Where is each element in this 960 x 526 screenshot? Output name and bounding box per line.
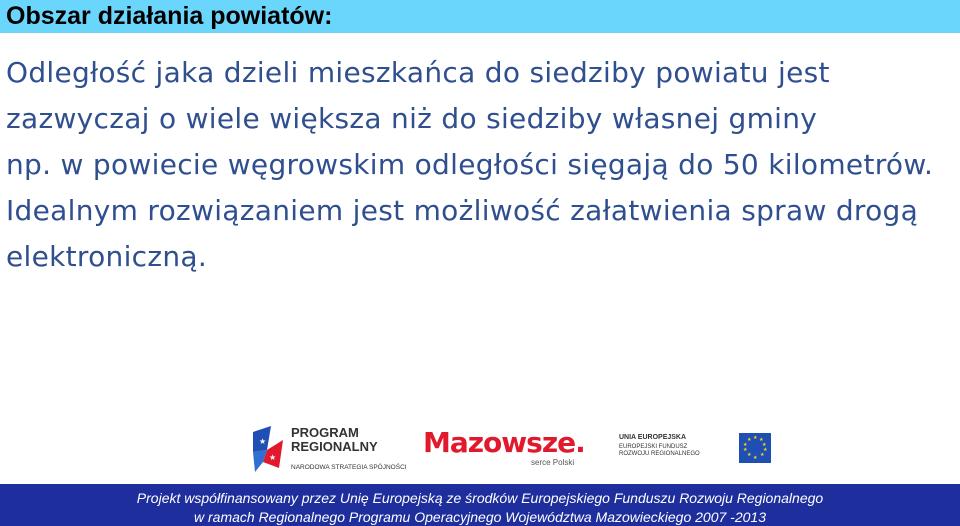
body-line: np. w powiecie węgrowskim odległości sięgają do 50 kilometrów. (6, 148, 934, 181)
body-line: Odległość jaka dzieli mieszkańca do siedziby powiatu jest (6, 56, 830, 89)
svg-text:★: ★ (747, 452, 752, 458)
svg-text:★: ★ (762, 442, 767, 448)
eu-flag-icon (739, 433, 771, 463)
program-line1: PROGRAM (291, 425, 359, 440)
slide-title: Obszar działania powiatów: (6, 2, 333, 30)
program-regionalny-icon (249, 422, 287, 476)
mazowsze-wordmark: Mazowsze. (423, 426, 585, 459)
svg-text:★: ★ (269, 453, 277, 462)
eu-line1: UNIA EUROPEJSKA (619, 434, 687, 441)
svg-text:★: ★ (763, 447, 768, 453)
eu-line2: EUROPEJSKI FUNDUSZ (619, 444, 688, 450)
svg-text:★: ★ (760, 452, 765, 458)
svg-text:★: ★ (753, 455, 758, 461)
body-line: elektroniczną. (6, 240, 208, 273)
footer-line2: w ramach Regionalnego Programu Operacyjnego Województwa Mazowieckiego 2007 -2013 (194, 509, 766, 525)
svg-text:★: ★ (753, 435, 758, 441)
footer-line1: Projekt współfinansowany przez Unię Europejską ze środków Europejskiego Funduszu Rozwoju Regionalnego (136, 490, 824, 506)
eu-line3: ROZWOJU REGIONALNEGO (619, 451, 700, 457)
mazowsze-logo (423, 426, 583, 472)
program-regionalny-logo (249, 422, 409, 476)
slide-header (0, 0, 960, 33)
slide-body (6, 50, 954, 280)
svg-text:★: ★ (747, 437, 752, 443)
body-line: Idealnym rozwiązaniem jest możliwość załatwienia spraw drogą (6, 194, 919, 227)
svg-text:★: ★ (759, 437, 764, 443)
svg-text:★: ★ (743, 447, 748, 453)
slide-footer (0, 484, 960, 526)
program-line3: NARODOWA STRATEGIA SPÓJNOŚCI (291, 464, 407, 471)
logo-strip (227, 416, 772, 478)
body-line: zazwyczaj o wiele większa niż do siedziby własnej gminy (6, 102, 818, 135)
mazowsze-tagline: serce Polski (531, 458, 575, 467)
program-line2: REGIONALNY (291, 439, 378, 454)
eu-logo (605, 434, 770, 474)
svg-text:★: ★ (259, 437, 267, 446)
svg-text:★: ★ (743, 442, 748, 448)
